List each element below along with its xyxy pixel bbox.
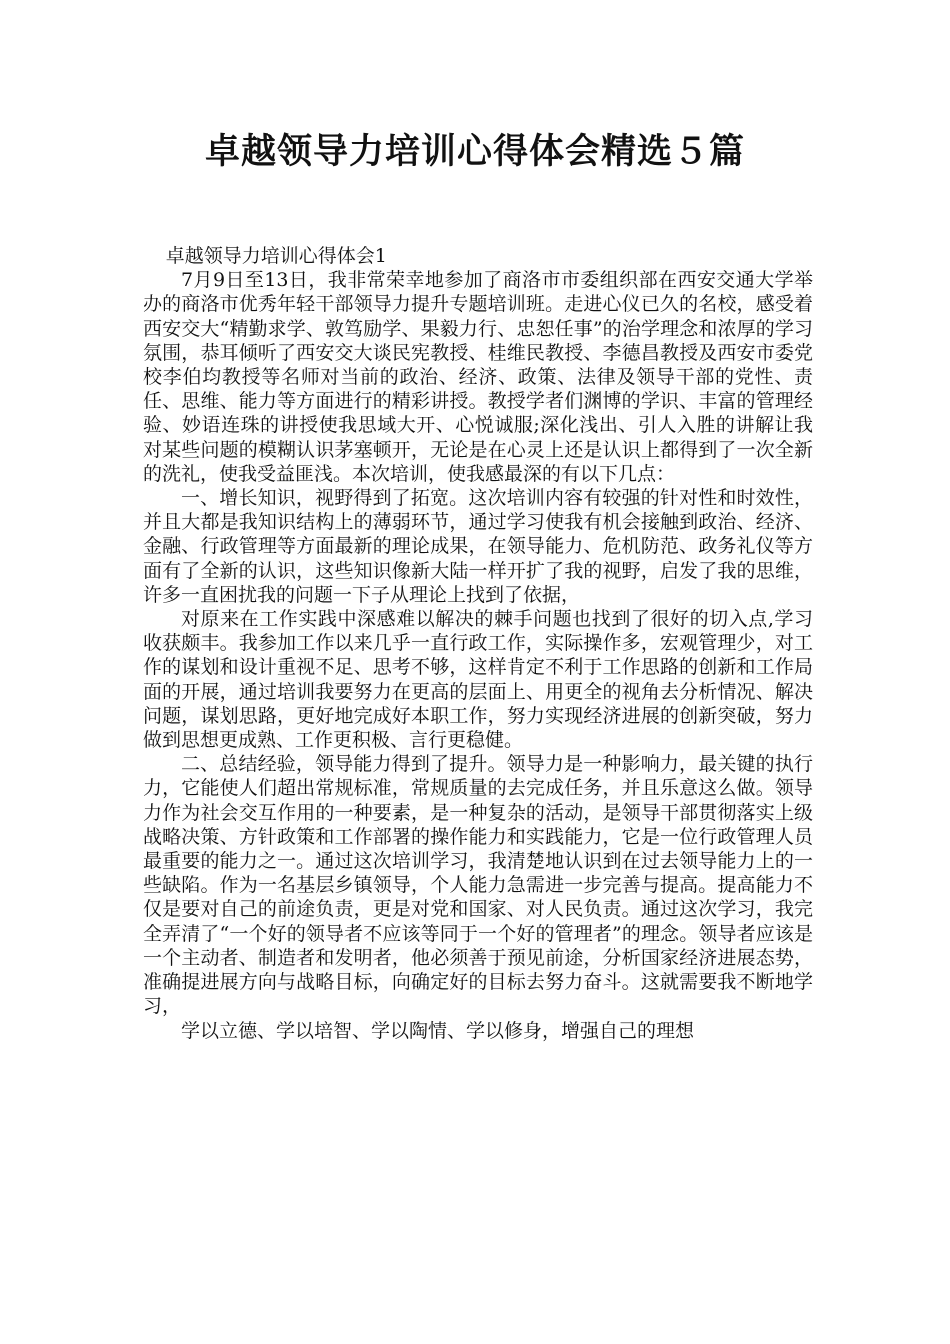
paragraph-3: 对原来在工作实践中深感难以解决的棘手问题也找到了很好的切入点,学习收获颇丰。我参加工作以来几乎一直行政工作，实际操作多，宏观管理少，对工作的谋划和设计重视不足、思考不够，这样肯定不利于工作思路的创新和工作局面的开展，通过培训我要努力在更高的层面上、用更全的视角去分析情况、解决问题，谋划思路，更好地完成好本职工作，努力实现经济进展的创新突破，努力做到思想更成熟、工作更积极、言行更稳健。 (143, 608, 813, 752)
paragraph-1: 7月9日至13日，我非常荣幸地参加了商洛市市委组织部在西安交通大学举办的商洛市优秀年轻干部领导力提升专题培训班。走进心仪已久的名校，感受着西安交大“精勤求学、敦笃励学、果毅力行、忠恕任事”的治学理念和浓厚的学习氛围，恭耳倾听了西安交大谈民宪教授、桂维民教授、李德昌教授及西安市委党校李伯均教授等名师对当前的政治、经济、政策、法律及领导干部的党性、责任、思维、能力等方面进行的精彩讲授。教授学者们渊博的学识、丰富的管理经验、妙语连珠的讲授使我思域大开、心悦诚服;深化浅出、引人入胜的讲解让我对某些问题的模糊认识茅塞顿开，无论是在心灵上还是认识上都得到了一次全新的洗礼，使我受益匪浅。本次培训，使我感最深的有以下几点： (143, 269, 813, 485)
paragraph-4: 二、总结经验，领导能力得到了提升。领导力是一种影响力，最关键的执行力，它能使人们超出常规标准，常规质量的去完成任务，并且乐意这么做。领导力作为社会交互作用的一种要素，是一种复杂的活动，是领导干部贯彻落实上级战略决策、方针政策和工作部署的操作能力和实践能力，它是一位行政管理人员最重要的能力之一。通过这次培训学习，我清楚地认识到在过去领导能力上的一些缺陷。作为一名基层乡镇领导，个人能力急需进一步完善与提高。提高能力不仅是要对自己的前途负责，更是对党和国家、对人民负责。通过这次学习，我完全弄清了“一个好的领导者不应该等同于一个好的管理者”的理念。领导者应该是一个主动者、制造者和发明者，他必须善于预见前途，分析国家经济进展态势，准确提进展方向与战略目标，向确定好的目标去努力奋斗。这就需要我不断地学习， (143, 753, 813, 1018)
paragraph-5: 学以立德、学以培智、学以陶情、学以修身，增强自己的理想 (181, 1019, 695, 1042)
section-heading: 卓越领导力培训心得体会1 (165, 245, 387, 267)
document-body (143, 244, 813, 1043)
paragraph-2: 一、增长知识，视野得到了拓宽。这次培训内容有较强的针对性和时效性，并且大都是我知识结构上的薄弱环节，通过学习使我有机会接触到政治、经济、金融、行政管理等方面最新的理论成果，在领导能力、危机防范、政务礼仪等方面有了全新的认识，这些知识像新大陆一样开扩了我的视野，启发了我的思维，许多一直困扰我的问题一下子从理论上找到了依据， (143, 487, 813, 606)
document-title: 卓越领导力培训心得体会精选５篇 (204, 132, 745, 172)
